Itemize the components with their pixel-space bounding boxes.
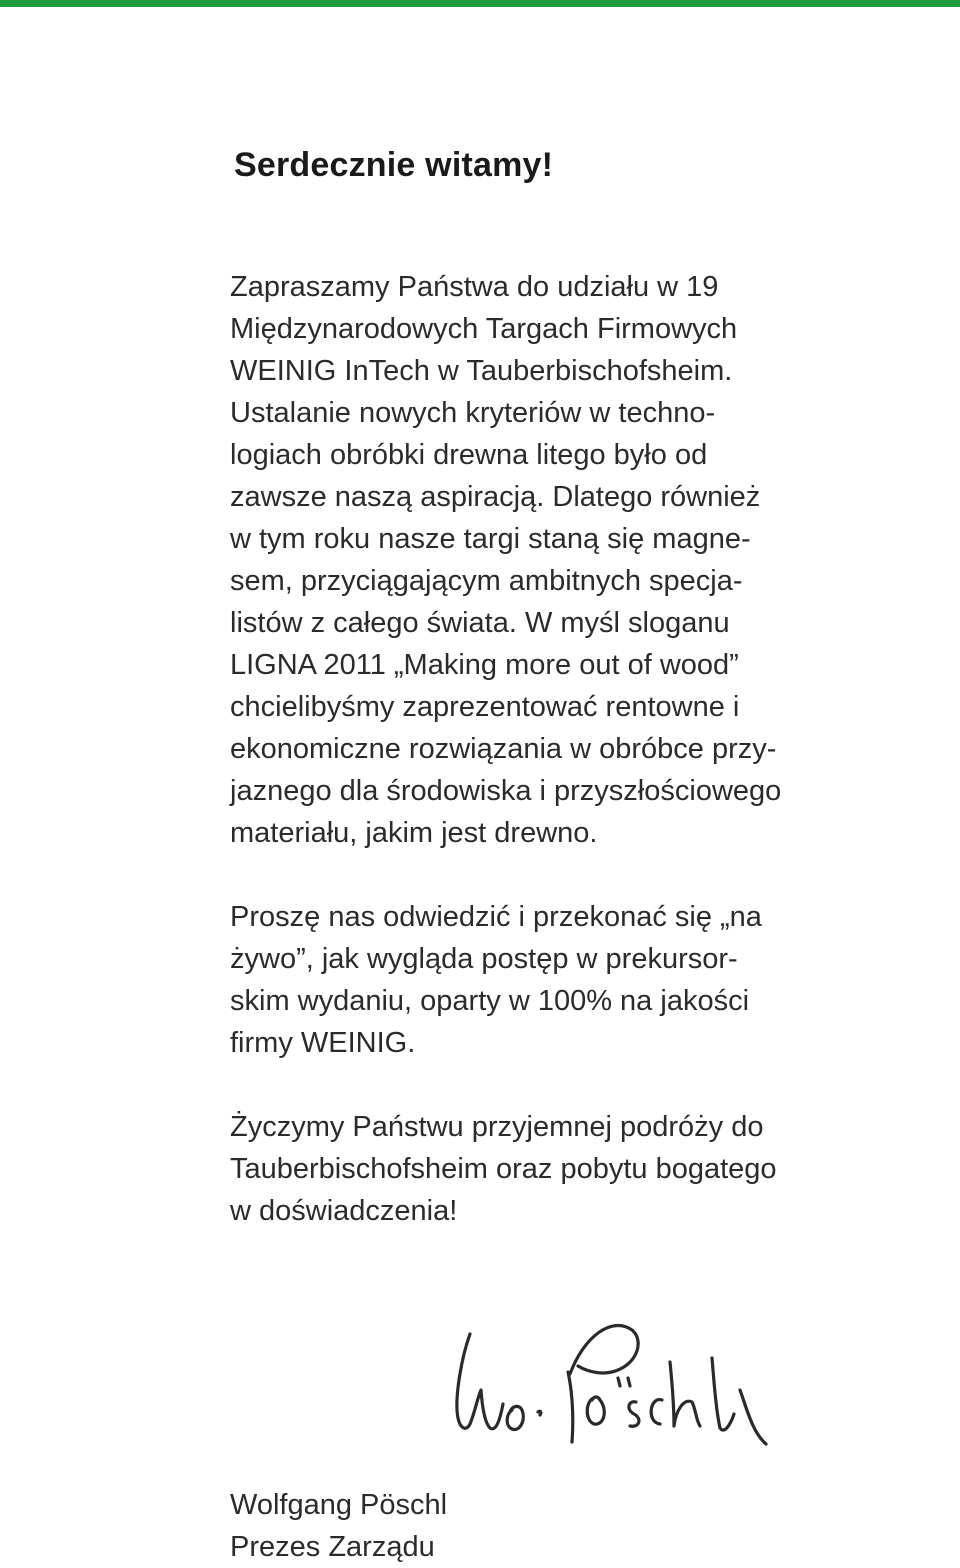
- paragraph-visit: [230, 896, 840, 1064]
- paragraph-line: Życzymy Państwu przyjemnej podróży do: [230, 1111, 764, 1143]
- paragraph-line: Proszę nas odwiedzić i przekonać się „na: [230, 901, 762, 933]
- paragraph-line: Zapraszamy Państwa do udziału w 19: [230, 271, 719, 303]
- signer-role: Prezes Zarządu: [230, 1531, 435, 1563]
- paragraph-line: jaznego dla środowiska i przyszłościowego: [230, 775, 782, 807]
- handwritten-signature: [448, 1286, 848, 1461]
- paragraph-line: skim wydaniu, oparty w 100% na jakości: [230, 985, 750, 1017]
- paragraph-line: chcielibyśmy zaprezentować rentowne i: [230, 691, 740, 723]
- paragraph-line: firmy WEINIG.: [230, 1027, 416, 1059]
- paragraph-line: listów z całego świata. W myśl sloganu: [230, 607, 730, 639]
- paragraph-line: LIGNA 2011 „Making more out of wood”: [230, 649, 739, 681]
- top-accent-bar: [0, 0, 960, 7]
- paragraph-line: WEINIG InTech w Tauberbischofsheim.: [230, 355, 733, 387]
- paragraph-wishes: [230, 1106, 840, 1232]
- paragraph-invitation: [230, 266, 840, 854]
- page-title: Serdecznie witamy!: [234, 146, 554, 184]
- paragraph-line: materiału, jakim jest drewno.: [230, 817, 598, 849]
- paragraph-line: logiach obróbki drewna litego było od: [230, 439, 708, 471]
- paragraph-line: sem, przyciągającym ambitnych specja-: [230, 565, 743, 597]
- paragraph-line: Międzynarodowych Targach Firmowych: [230, 313, 738, 345]
- paragraph-line: w tym roku nasze targi staną się magne-: [230, 523, 751, 555]
- paragraph-line: w doświadczenia!: [230, 1195, 458, 1227]
- paragraph-line: żywo”, jak wygląda postęp w prekursor-: [230, 943, 738, 975]
- paragraph-line: zawsze naszą aspiracją. Dlatego również: [230, 481, 761, 513]
- paragraph-line: ekonomiczne rozwiązania w obróbce przy-: [230, 733, 777, 765]
- paragraph-line: Tauberbischofsheim oraz pobytu bogatego: [230, 1153, 777, 1185]
- paragraph-line: Ustalanie nowych kryteriów w techno-: [230, 397, 716, 429]
- signer-name: Wolfgang Pöschl: [230, 1489, 448, 1521]
